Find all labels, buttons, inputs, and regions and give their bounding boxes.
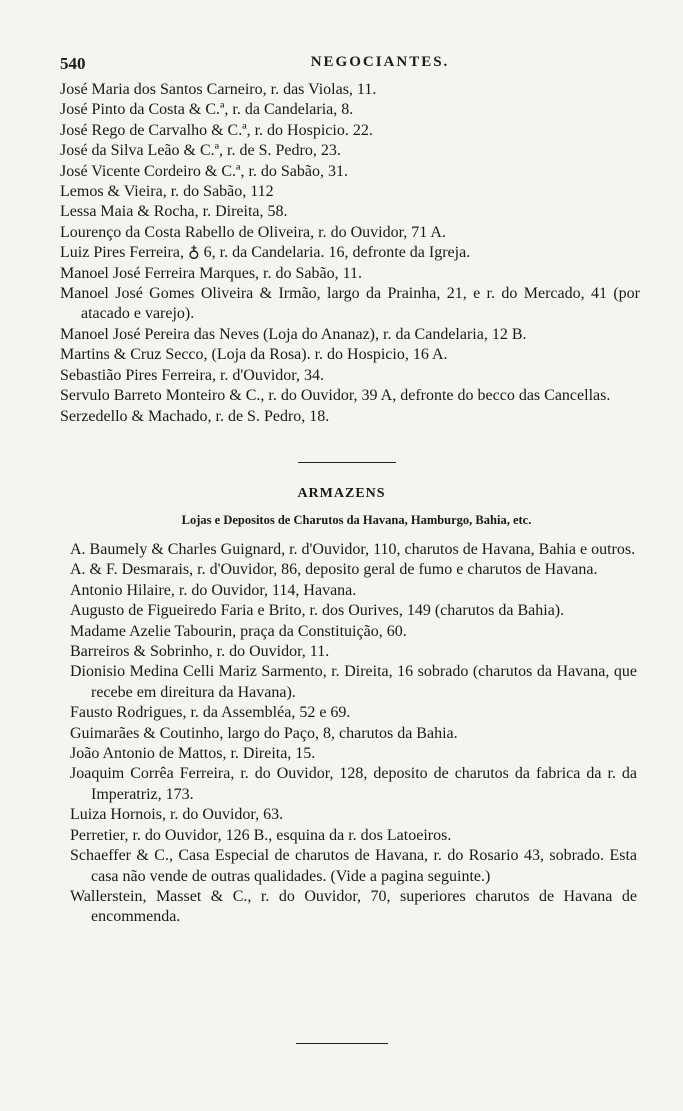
section-subtitle: Lojas e Depositos de Charutos da Havana, Hamburgo, Bahia, etc. <box>181 513 532 527</box>
list-item: Schaeffer & C., Casa Especial de charutos de Havana, r. do Rosario 43, sobrado. Esta casa não vende de outras qualidades. (Vide a pagina seguinte.) <box>70 847 637 885</box>
list-item: Lourenço da Costa Rabello de Oliveira, r. do Ouvidor, 71 A. <box>60 223 446 241</box>
list-item: José Pinto da Costa & C.ª, r. da Candelaria, 8. <box>60 101 354 119</box>
list-item: Manoel José Ferreira Marques, r. do Sabão, 11. <box>60 264 362 282</box>
section-divider <box>298 462 396 463</box>
list-item: Lessa Maia & Rocha, r. Direita, 58. <box>60 203 288 221</box>
list-item: Luiza Hornois, r. do Ouvidor, 63. <box>70 806 284 824</box>
list-item: João Antonio de Mattos, r. Direita, 15. <box>70 745 316 763</box>
list-item: Antonio Hilaire, r. do Ouvidor, 114, Havana. <box>70 581 357 599</box>
list-item: A. Baumely & Charles Guignard, r. d'Ouvidor, 110, charutos de Havana, Bahia e outros. <box>70 541 636 558</box>
list-item: José da Silva Leão & C.ª, r. de S. Pedro, 23. <box>60 142 341 160</box>
list-item: Augusto de Figueiredo Faria e Brito, r. dos Ourives, 149 (charutos da Bahia). <box>70 602 565 620</box>
list-item: Dionisio Medina Celli Mariz Sarmento, r. Direita, 16 sobrado (charutos da Havana, que recebe em direitura da Havana). <box>70 663 637 701</box>
section-title: ARMAZENS <box>297 486 386 501</box>
list-item: Wallerstein, Masset & C., r. do Ouvidor, 70, superiores charutos de Havana de encommenda. <box>70 887 637 926</box>
list-item: Serzedello & Machado, r. de S. Pedro, 18. <box>60 407 330 425</box>
list-item: Manoel José Pereira das Neves (Loja do Ananaz), r. da Candelaria, 12 B. <box>60 325 527 343</box>
list-item: José Rego de Carvalho & C.ª, r. do Hospicio. 22. <box>60 121 373 139</box>
list-item: José Vicente Cordeiro & C.ª, r. do Sabão, 31. <box>60 162 349 180</box>
list-item: Luiz Pires Ferreira, ♁ 6, r. da Candelaria. 16, defronte da Igreja. <box>60 244 471 262</box>
list-item: Guimarães & Coutinho, largo do Paço, 8, charutos da Bahia. <box>70 724 458 742</box>
list-item: Sebastião Pires Ferreira, r. d'Ouvidor, 34. <box>60 366 324 384</box>
running-head: NEGOCIANTES. <box>310 54 450 70</box>
list-item: Madame Azelie Tabourin, praça da Constituição, 60. <box>70 622 407 640</box>
list-item: Manoel José Gomes Oliveira & Irmão, largo da Prainha, 21, e r. do Mercado, 41 (por atacado e varejo). <box>60 285 640 323</box>
list-item: A. & F. Desmarais, r. d'Ouvidor, 86, deposito geral de fumo e charutos de Havana. <box>70 561 598 579</box>
page-header <box>60 54 660 78</box>
list-item: Fausto Rodrigues, r. da Assembléa, 52 e 69. <box>70 704 351 722</box>
list-item: Joaquim Corrêa Ferreira, r. do Ouvidor, 128, deposito de charutos da fabrica da r. da Imperatriz, 173. <box>70 765 637 803</box>
list-item: Martins & Cruz Secco, (Loja da Rosa). r. do Hospicio, 16 A. <box>60 346 448 364</box>
end-divider <box>296 1043 388 1044</box>
armazens-list <box>70 540 637 928</box>
list-item: Servulo Barreto Monteiro & C., r. do Ouvidor, 39 A, defronte do becco das Cancellas. <box>60 387 611 405</box>
list-item: Barreiros & Sobrinho, r. do Ouvidor, 11. <box>70 643 330 661</box>
list-item: Perretier, r. do Ouvidor, 126 B., esquina da r. dos Latoeiros. <box>70 826 452 844</box>
negociantes-list <box>60 80 640 427</box>
list-item: Lemos & Vieira, r. do Sabão, 112 <box>60 183 274 201</box>
page-number: 540 <box>60 54 86 73</box>
list-item: José Maria dos Santos Carneiro, r. das Violas, 11. <box>60 81 377 98</box>
